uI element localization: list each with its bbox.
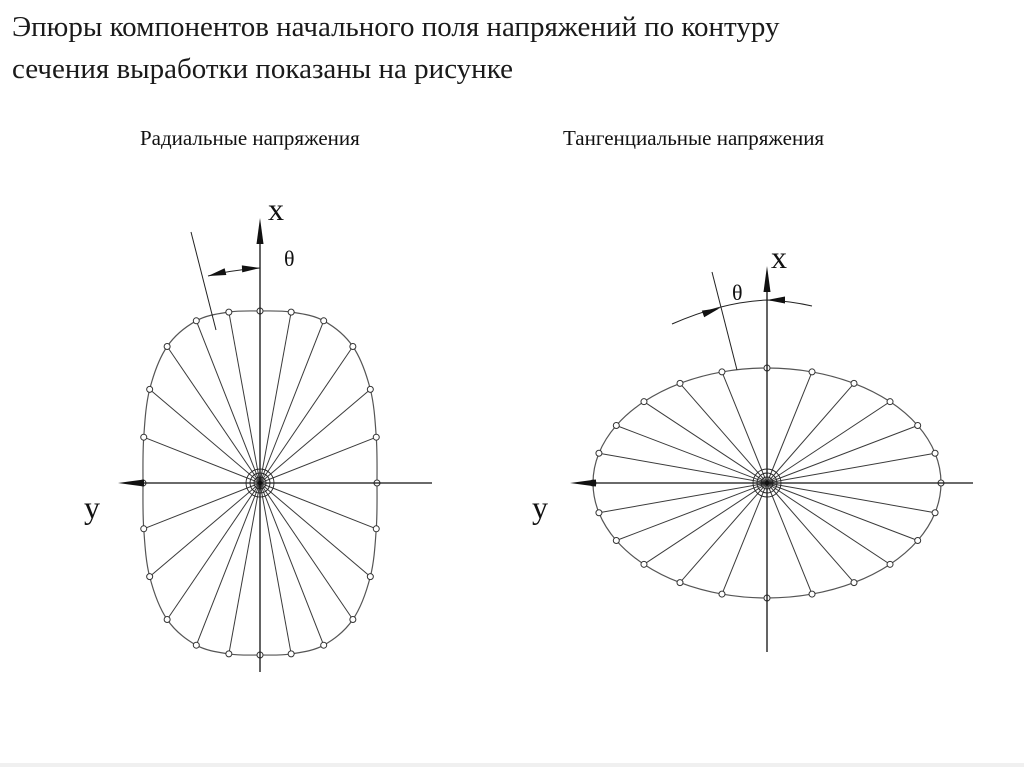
tangential-center-dot xyxy=(765,481,769,485)
tangential-ray-21 xyxy=(767,383,854,483)
radial-angle-ray xyxy=(191,232,216,330)
radial-ray-18 xyxy=(229,312,260,483)
radial-y-axis-arrow xyxy=(118,480,144,487)
radial-node-21 xyxy=(321,318,327,324)
radial-stress-caption: Радиальные напряжения xyxy=(140,126,360,150)
radial-angle-arrow-right xyxy=(242,265,260,272)
tangential-theta-label: θ xyxy=(732,280,743,305)
tangential-ray-14 xyxy=(599,453,767,483)
radial-ray-5 xyxy=(260,483,324,645)
slide-title-line-1: Эпюры компонентов начального поля напряжений по контуру xyxy=(12,11,780,43)
radial-node-3 xyxy=(367,574,373,580)
radial-ray-12 xyxy=(144,483,260,529)
radial-axis-x-label: x xyxy=(268,191,284,227)
radial-center-dot xyxy=(258,481,262,485)
radial-angle-arrow-left xyxy=(208,268,226,276)
tangential-ray-22 xyxy=(767,402,890,483)
radial-ray-6 xyxy=(260,483,291,654)
radial-node-18 xyxy=(226,309,232,315)
tangential-ray-12 xyxy=(599,483,767,513)
radial-ray-15 xyxy=(150,389,260,483)
radial-node-24 xyxy=(373,434,379,440)
tangential-node-14 xyxy=(596,450,602,456)
tangential-ray-18 xyxy=(722,372,767,483)
tangential-ray-11 xyxy=(616,483,767,541)
radial-node-8 xyxy=(226,651,232,657)
radial-ray-21 xyxy=(260,321,324,483)
radial-theta-label: θ xyxy=(284,246,295,271)
tangential-node-9 xyxy=(677,580,683,586)
tangential-node-3 xyxy=(915,538,921,544)
radial-stress-diagram xyxy=(84,191,432,672)
radial-ray-17 xyxy=(196,321,260,483)
tangential-y-axis-arrow xyxy=(570,480,596,487)
tangential-ray-3 xyxy=(767,483,918,541)
radial-center-mark xyxy=(246,469,274,497)
radial-angle-marker xyxy=(191,232,260,330)
tangential-node-22 xyxy=(887,399,893,405)
radial-node-6 xyxy=(288,651,294,657)
radial-node-4 xyxy=(350,617,356,623)
tangential-node-21 xyxy=(851,380,857,386)
tangential-node-23 xyxy=(915,423,921,429)
radial-node-22 xyxy=(350,343,356,349)
tangential-ray-23 xyxy=(767,426,918,484)
tangential-node-10 xyxy=(641,561,647,567)
tangential-axis-x-label: x xyxy=(771,239,787,275)
tangential-ray-2 xyxy=(767,483,935,513)
tangential-node-4 xyxy=(887,561,893,567)
tangential-angle-arrow-left xyxy=(702,308,720,317)
radial-node-12 xyxy=(141,526,147,532)
tangential-node-2 xyxy=(932,510,938,516)
tangential-ray-9 xyxy=(680,483,767,583)
tangential-angle-arrow-right xyxy=(767,297,785,304)
tangential-axis-y-label: y xyxy=(532,489,548,525)
tangential-node-20 xyxy=(809,369,815,375)
radial-node-15 xyxy=(147,386,153,392)
slide-title-line-2: сечения выработки показаны на рисунке xyxy=(12,53,513,85)
radial-node-11 xyxy=(147,574,153,580)
tangential-stress-diagram xyxy=(532,239,973,652)
tangential-ray-8 xyxy=(722,483,767,594)
tangential-node-15 xyxy=(613,423,619,429)
radial-ray-10 xyxy=(167,483,260,620)
radial-ray-23 xyxy=(260,389,370,483)
radial-ray-9 xyxy=(196,483,260,645)
tangential-center-mark xyxy=(753,469,781,497)
radial-ray-20 xyxy=(260,312,291,483)
radial-ray-22 xyxy=(260,346,353,483)
tangential-stress-caption: Тангенциальные напряжения xyxy=(563,126,825,150)
radial-ray-24 xyxy=(260,437,376,483)
radial-node-20 xyxy=(288,309,294,315)
radial-node-17 xyxy=(193,318,199,324)
tangential-node-24 xyxy=(932,450,938,456)
radial-ray-11 xyxy=(150,483,260,577)
radial-ray-8 xyxy=(229,483,260,654)
tangential-ray-16 xyxy=(644,402,767,483)
tangential-ray-17 xyxy=(680,383,767,483)
tangential-ray-5 xyxy=(767,483,854,583)
radial-x-axis-arrow xyxy=(257,218,264,244)
radial-axis-y-label: y xyxy=(84,489,100,525)
radial-ray-4 xyxy=(260,483,353,620)
radial-node-5 xyxy=(321,642,327,648)
tangential-node-6 xyxy=(809,591,815,597)
tangential-ray-6 xyxy=(767,483,812,594)
tangential-node-11 xyxy=(613,538,619,544)
radial-ray-2 xyxy=(260,483,376,529)
tangential-ray-15 xyxy=(616,426,767,484)
tangential-ray-10 xyxy=(644,483,767,564)
tangential-ray-4 xyxy=(767,483,890,564)
tangential-node-17 xyxy=(677,380,683,386)
radial-node-16 xyxy=(164,343,170,349)
radial-node-9 xyxy=(193,642,199,648)
radial-node-2 xyxy=(373,526,379,532)
radial-ray-3 xyxy=(260,483,370,577)
tangential-node-18 xyxy=(719,369,725,375)
tangential-node-8 xyxy=(719,591,725,597)
tangential-ray-20 xyxy=(767,372,812,483)
radial-ray-14 xyxy=(144,437,260,483)
tangential-ray-24 xyxy=(767,453,935,483)
tangential-x-axis-arrow xyxy=(764,266,771,292)
radial-node-14 xyxy=(141,434,147,440)
tangential-node-12 xyxy=(596,510,602,516)
tangential-node-16 xyxy=(641,399,647,405)
slide-bottom-rule xyxy=(0,763,1024,767)
radial-ray-16 xyxy=(167,346,260,483)
tangential-node-5 xyxy=(851,580,857,586)
radial-node-23 xyxy=(367,386,373,392)
radial-node-10 xyxy=(164,617,170,623)
